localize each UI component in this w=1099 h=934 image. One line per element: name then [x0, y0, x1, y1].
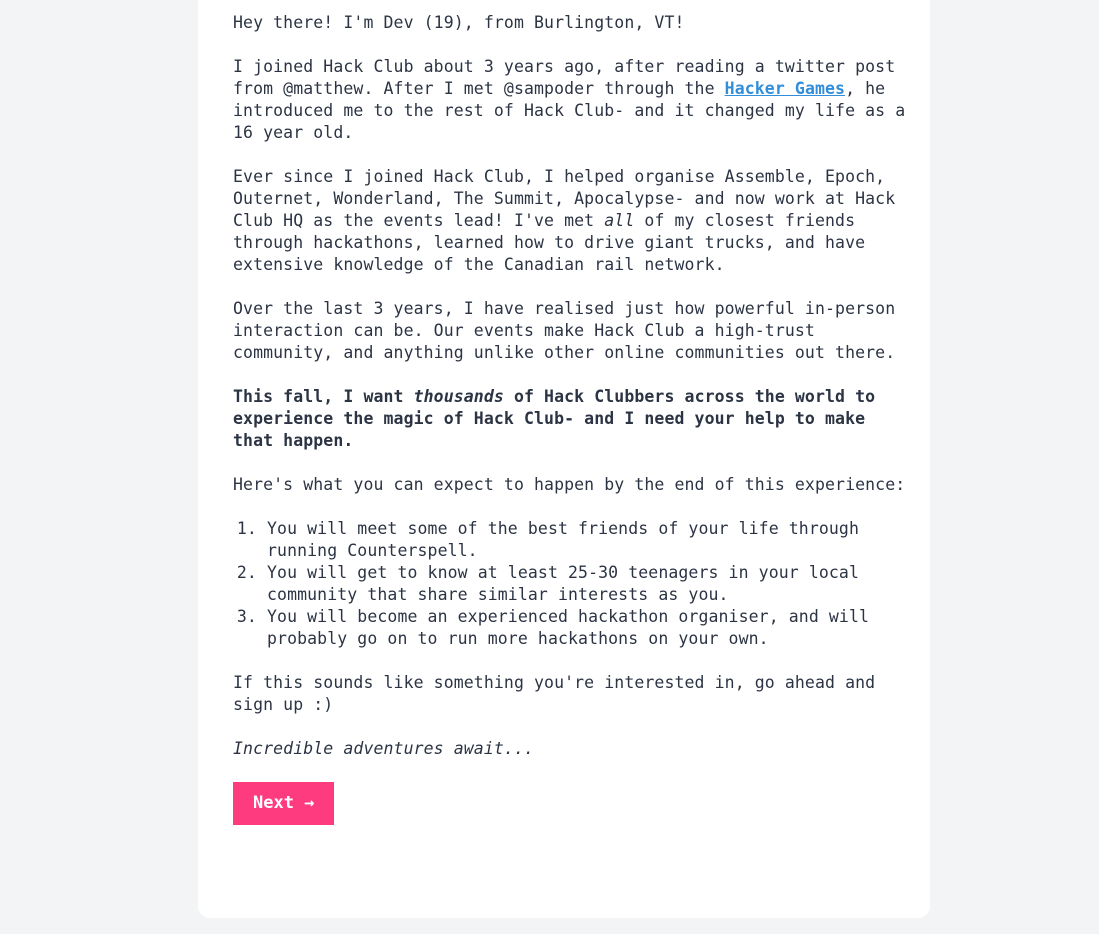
events-emphasis: all	[604, 211, 635, 230]
list-item: 2. You will get to know at least 25-30 teenagers in your local community that share similar interests as you.	[267, 562, 913, 606]
joined-text-end: , he introduced me to the rest of Hack Club- and it changed my life as a 16 year old.	[233, 79, 906, 142]
expect-intro-paragraph: Here's what you can expect to happen by the end of this experience:	[233, 475, 906, 494]
fall-paragraph	[233, 386, 913, 452]
fall-text-start: This fall, I want	[233, 387, 414, 406]
list-item: 3. You will become an experienced hackathon organiser, and will probably go on to run more hackathons on your own.	[267, 606, 913, 650]
expectations-list	[233, 518, 913, 650]
joined-text-start: I joined Hack Club about 3 years ago, after reading a twitter post from @matthew. After I met @sampoder through the	[233, 57, 896, 98]
events-paragraph	[233, 166, 913, 276]
fall-emphasis: thousands	[413, 387, 504, 406]
events-text-end: of my closest friends through hackathons, learned how to drive giant trucks, and have extensive knowledge of the Canadian rail network.	[233, 211, 866, 274]
next-button[interactable]: Next →	[233, 782, 334, 825]
closing-paragraph	[233, 738, 913, 760]
list-item: 1. You will meet some of the best friends of your life through running Counterspell.	[267, 518, 913, 562]
events-text-start: Ever since I joined Hack Club, I helped organise Assemble, Epoch, Outernet, Wonderland, The Summit, Apocalypse- and now work at Hack Club HQ as the events lead! I've met	[233, 167, 896, 230]
letter-content	[233, 12, 913, 825]
closing-text: Incredible adventures await...	[233, 739, 535, 758]
hacker-games-link[interactable]: Hacker Games	[724, 79, 846, 98]
fall-text-end: of Hack Clubbers across the world to experience the magic of Hack Club- and I need your help to make that happen.	[233, 387, 876, 450]
joined-paragraph	[233, 56, 913, 144]
realised-paragraph: Over the last 3 years, I have realised just how powerful in-person interaction can be. Our events make Hack Club a high-trust community, and anything unlike other online communities out there.	[233, 299, 896, 362]
intro-paragraph: Hey there! I'm Dev (19), from Burlington, VT!	[233, 13, 685, 32]
signup-paragraph: If this sounds like something you're interested in, go ahead and sign up :)	[233, 673, 876, 714]
